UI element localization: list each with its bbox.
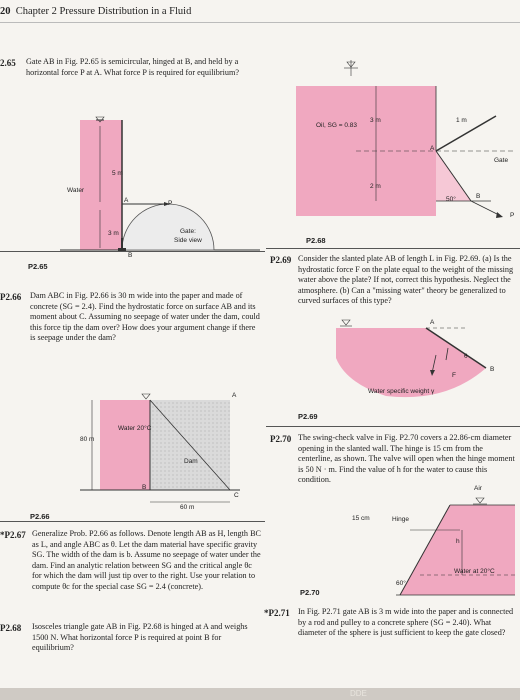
page-header	[0, 6, 191, 17]
problem-text: Dam ABC in Fig. P2.66 is 30 m wide into the paper and made of concrete (SG = 2.4). Find the hydrostatic force on surface AB and its moment about C. Assuming no seepage of water under the dam, could this force tip the dam over? How does your argument change if there is seepage under the dam?	[30, 291, 260, 343]
figure-caption: P2.65	[28, 262, 48, 271]
figure-label: P	[168, 200, 173, 207]
figure-label: B	[128, 252, 133, 259]
figure-rule	[0, 521, 265, 522]
figure-p2-65	[60, 110, 260, 260]
figure-label: 80 m	[80, 436, 95, 443]
figure-label: 2 m	[370, 183, 381, 190]
figure-label: 1 m	[456, 117, 467, 124]
figure-label: B	[490, 366, 495, 373]
figure-label: Water specific weight γ	[368, 388, 435, 395]
figure-label: 5 m	[112, 170, 123, 177]
figure-p2-66	[80, 390, 240, 510]
problem-text: Isosceles triangle gate AB in Fig. P2.68 is hinged at A and weighs 1500 N. What horizontal force P is required at point B for equilibrium?	[32, 622, 248, 653]
figure-label: 50°	[446, 196, 456, 203]
figure-label: C	[234, 492, 239, 499]
header-rule	[0, 22, 520, 23]
figure-label: Oil, SG = 0.83	[316, 122, 358, 129]
figure-label: 60°	[396, 580, 406, 587]
problem-number: P2.70	[270, 434, 292, 444]
chapter-title: Chapter 2 Pressure Distribution in a Fluid	[15, 6, 192, 17]
figure-label: Water	[67, 187, 85, 194]
bottom-bar	[0, 688, 520, 700]
figure-label: A	[430, 145, 435, 152]
problem-text: Generalize Prob. P2.66 as follows. Denote length AB as H, length BC as L, and angle ABC as θ. Let the dam material have specific gravity SG. The width of the dam is b. Assume no seepage of water under the dam. Find an analytic relation between SG and the critical angle θc for which the dam will just tip over to the right. Use your relation to compute θc for the special case SG = 2.4 (concrete).	[32, 529, 261, 591]
figure-caption: P2.68	[306, 236, 326, 245]
figure-label: h	[456, 538, 460, 545]
problem-number: *P2.71	[264, 608, 290, 618]
page-number: 20	[0, 6, 11, 17]
figure-label: B	[142, 484, 147, 491]
figure-label: 3 m	[370, 117, 381, 124]
figure-label: 60 m	[180, 504, 195, 511]
figure-label: Hinge	[392, 516, 409, 523]
figure-caption: P2.69	[298, 412, 318, 421]
figure-rule	[266, 426, 520, 427]
problem-text: The swing-check valve in Fig. P2.70 covers a 22.86-cm diameter opening in the slanted wall. The hinge is 15 cm from the centerline, as shown. The valve will open when the hinge moment is 50 N · m. Find the value of h for the water to cause this condition.	[298, 433, 515, 485]
figure-caption: P2.66	[30, 512, 50, 521]
problem-number: P2.68	[0, 623, 22, 633]
figure-label: A	[124, 197, 129, 204]
figure-rule	[266, 248, 520, 249]
figure-label: Dam	[184, 458, 198, 465]
figure-p2-70	[300, 490, 515, 595]
figure-label: Side view	[174, 237, 202, 244]
figure-label: θ	[464, 353, 468, 360]
figure-label: F	[452, 372, 456, 379]
problem-text: Consider the slanted plate AB of length L in Fig. P2.69. (a) Is the hydrostatic force F on the plate equal to the weight of the missing water above the plate? If not, correct this hypothesis. Neglect the atmosphere. (b) Can a "missing water" theory be generalized to curved surfaces of this type?	[298, 254, 514, 306]
figure-label: Water 20°C	[118, 425, 152, 432]
figure-label: P	[510, 212, 515, 219]
figure-rule	[0, 251, 265, 252]
problem-number: P2.66	[0, 292, 22, 302]
figure-label: Gate	[494, 157, 509, 164]
problem-text: Gate AB in Fig. P2.65 is semicircular, hinged at B, and held by a horizontal force P at A. What force P is required for equilibrium?	[26, 57, 239, 77]
figure-label: A	[430, 319, 435, 326]
figure-label: B	[476, 193, 481, 200]
figure-label: A	[232, 392, 237, 399]
figure-label: Air	[474, 485, 482, 492]
footer-mark: DDE	[350, 689, 367, 698]
figure-label: Gate:	[180, 228, 196, 235]
problem-number: 2.65	[0, 58, 16, 68]
figure-caption: P2.70	[300, 588, 320, 597]
figure-label: Water at 20°C	[454, 568, 495, 575]
figure-p2-68	[296, 56, 516, 226]
figure-label: 15 cm	[352, 515, 370, 522]
figure-label: 3 m	[108, 230, 119, 237]
problem-number: *P2.67	[0, 530, 26, 540]
problem-text: In Fig. P2.71 gate AB is 3 m wide into the paper and is connected by a rod and pulley to a concrete sphere (SG = 2.40). What diameter of the sphere is just sufficient to keep the gate closed?	[298, 607, 514, 638]
problem-number: P2.69	[270, 255, 292, 265]
